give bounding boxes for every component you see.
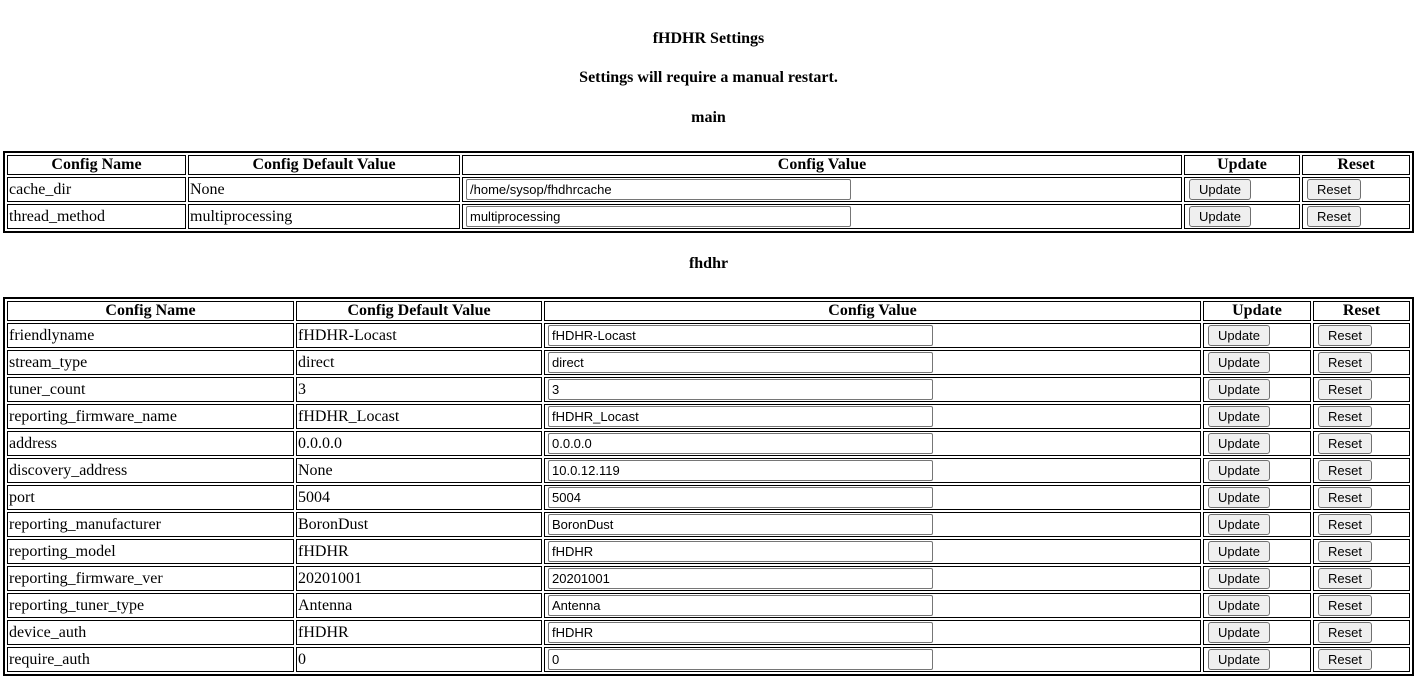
section-rows [7, 177, 1410, 229]
config-value-cell [544, 404, 1201, 429]
config-value-input[interactable] [548, 514, 933, 535]
reset-cell [1313, 404, 1410, 429]
reset-button[interactable]: Reset [1307, 179, 1361, 200]
config-default-cell: None [188, 177, 460, 202]
config-value-cell [544, 539, 1201, 564]
config-value-cell [544, 620, 1201, 645]
table-row [7, 458, 1410, 483]
update-button[interactable]: Update [1208, 433, 1270, 454]
settings-page [0, 30, 1417, 676]
table-row [7, 485, 1410, 510]
column-header-config-value: Config Value [544, 301, 1201, 321]
restart-notice: Settings will require a manual restart. [579, 69, 838, 86]
update-button[interactable]: Update [1208, 649, 1270, 670]
config-value-input[interactable] [466, 179, 851, 200]
config-value-cell [544, 350, 1201, 375]
config-default-cell: 3 [296, 377, 542, 402]
column-header-config-name: Config Name [7, 155, 186, 175]
reset-cell [1313, 566, 1410, 591]
config-default-cell: fHDHR-Locast [296, 323, 542, 348]
table-row [7, 593, 1410, 618]
config-name-cell: stream_type [7, 350, 294, 375]
settings-section [3, 255, 1414, 676]
config-value-cell [544, 566, 1201, 591]
config-value-cell [544, 485, 1201, 510]
header-row [7, 301, 1410, 321]
config-name-cell: discovery_address [7, 458, 294, 483]
update-button[interactable]: Update [1208, 352, 1270, 373]
update-button[interactable]: Update [1189, 179, 1251, 200]
config-name-cell: reporting_model [7, 539, 294, 564]
reset-button[interactable]: Reset [1318, 352, 1372, 373]
config-value-input[interactable] [548, 541, 933, 562]
update-cell [1203, 431, 1311, 456]
config-value-input[interactable] [548, 379, 933, 400]
table-row [7, 566, 1410, 591]
update-cell [1203, 458, 1311, 483]
config-value-input[interactable] [548, 433, 933, 454]
config-name-cell: require_auth [7, 647, 294, 672]
update-cell [1203, 566, 1311, 591]
config-default-cell: BoronDust [296, 512, 542, 537]
reset-button[interactable]: Reset [1318, 433, 1372, 454]
config-value-cell [462, 177, 1182, 202]
config-name-cell: thread_method [7, 204, 186, 229]
update-button[interactable]: Update [1208, 541, 1270, 562]
table-row [7, 377, 1410, 402]
update-button[interactable]: Update [1208, 622, 1270, 643]
reset-cell [1313, 647, 1410, 672]
reset-button[interactable]: Reset [1318, 325, 1372, 346]
section-rows [7, 323, 1410, 672]
table-row [7, 204, 1410, 229]
config-value-cell [544, 458, 1201, 483]
column-header-default-value: Config Default Value [188, 155, 460, 175]
update-cell [1203, 539, 1311, 564]
reset-button[interactable]: Reset [1318, 514, 1372, 535]
config-value-input[interactable] [548, 595, 933, 616]
table-row [7, 323, 1410, 348]
reset-button[interactable]: Reset [1318, 460, 1372, 481]
config-value-cell [544, 323, 1201, 348]
config-value-cell [544, 512, 1201, 537]
update-button[interactable]: Update [1208, 514, 1270, 535]
update-cell [1203, 485, 1311, 510]
reset-button[interactable]: Reset [1318, 568, 1372, 589]
reset-button[interactable]: Reset [1318, 595, 1372, 616]
update-cell [1203, 404, 1311, 429]
config-default-cell: 0.0.0.0 [296, 431, 542, 456]
reset-button[interactable]: Reset [1318, 379, 1372, 400]
config-value-input[interactable] [548, 622, 933, 643]
reset-button[interactable]: Reset [1318, 406, 1372, 427]
table-row [7, 620, 1410, 645]
config-value-input[interactable] [548, 325, 933, 346]
column-header-update: Update [1203, 301, 1311, 321]
update-button[interactable]: Update [1208, 460, 1270, 481]
config-value-input[interactable] [548, 460, 933, 481]
config-name-cell: friendlyname [7, 323, 294, 348]
column-header-config-value: Config Value [462, 155, 1182, 175]
reset-cell [1302, 204, 1410, 229]
config-value-cell [544, 377, 1201, 402]
update-button[interactable]: Update [1189, 206, 1251, 227]
config-default-cell: direct [296, 350, 542, 375]
update-cell [1203, 377, 1311, 402]
config-name-cell: device_auth [7, 620, 294, 645]
config-name-cell: reporting_firmware_ver [7, 566, 294, 591]
settings-section [3, 109, 1414, 233]
config-name-cell: reporting_firmware_name [7, 404, 294, 429]
table-row [7, 404, 1410, 429]
config-default-cell: 0 [296, 647, 542, 672]
config-value-input[interactable] [548, 649, 933, 670]
update-cell [1203, 323, 1311, 348]
reset-cell [1313, 539, 1410, 564]
reset-cell [1313, 458, 1410, 483]
reset-cell [1313, 620, 1410, 645]
config-default-cell: fHDHR [296, 620, 542, 645]
column-header-default-value: Config Default Value [296, 301, 542, 321]
reset-button[interactable]: Reset [1318, 487, 1372, 508]
config-default-cell: fHDHR [296, 539, 542, 564]
section-title: fhdhr [688, 255, 729, 272]
update-cell [1203, 350, 1311, 375]
config-default-cell: None [296, 458, 542, 483]
column-header-config-name: Config Name [7, 301, 294, 321]
reset-cell [1313, 512, 1410, 537]
column-header-reset: Reset [1302, 155, 1410, 175]
table-row [7, 431, 1410, 456]
update-button[interactable]: Update [1208, 568, 1270, 589]
config-name-cell: address [7, 431, 294, 456]
header-row [7, 155, 1410, 175]
config-name-cell: tuner_count [7, 377, 294, 402]
update-button[interactable]: Update [1208, 406, 1270, 427]
table-row [7, 647, 1410, 672]
update-button[interactable]: Update [1208, 379, 1270, 400]
config-value-cell [544, 593, 1201, 618]
page-title: fHDHR Settings [652, 30, 765, 47]
config-name-cell: port [7, 485, 294, 510]
config-value-cell [544, 431, 1201, 456]
config-value-cell [462, 204, 1182, 229]
config-value-cell [544, 647, 1201, 672]
column-header-update: Update [1184, 155, 1300, 175]
config-name-cell: cache_dir [7, 177, 186, 202]
config-default-cell: fHDHR_Locast [296, 404, 542, 429]
update-cell [1203, 593, 1311, 618]
update-cell [1203, 512, 1311, 537]
table-row [7, 350, 1410, 375]
settings-table [3, 151, 1414, 233]
settings-table [3, 297, 1414, 676]
config-value-input[interactable] [548, 406, 933, 427]
update-cell [1184, 177, 1300, 202]
reset-button[interactable]: Reset [1318, 622, 1372, 643]
update-cell [1203, 620, 1311, 645]
reset-cell [1313, 377, 1410, 402]
config-value-input[interactable] [548, 352, 933, 373]
table-row [7, 539, 1410, 564]
reset-button[interactable]: Reset [1318, 649, 1372, 670]
reset-cell [1313, 323, 1410, 348]
reset-cell [1313, 485, 1410, 510]
config-value-input[interactable] [466, 206, 851, 227]
update-button[interactable]: Update [1208, 487, 1270, 508]
config-name-cell: reporting_manufacturer [7, 512, 294, 537]
config-value-input[interactable] [548, 568, 933, 589]
update-button[interactable]: Update [1208, 595, 1270, 616]
config-default-cell: Antenna [296, 593, 542, 618]
config-default-cell: 20201001 [296, 566, 542, 591]
update-cell [1203, 647, 1311, 672]
config-name-cell: reporting_tuner_type [7, 593, 294, 618]
config-default-cell: 5004 [296, 485, 542, 510]
section-title: main [691, 109, 726, 126]
settings-sections [3, 109, 1414, 676]
update-button[interactable]: Update [1208, 325, 1270, 346]
reset-cell [1313, 350, 1410, 375]
column-header-reset: Reset [1313, 301, 1410, 321]
reset-cell [1302, 177, 1410, 202]
table-row [7, 512, 1410, 537]
reset-cell [1313, 431, 1410, 456]
config-default-cell: multiprocessing [188, 204, 460, 229]
table-row [7, 177, 1410, 202]
reset-button[interactable]: Reset [1318, 541, 1372, 562]
config-value-input[interactable] [548, 487, 933, 508]
reset-cell [1313, 593, 1410, 618]
reset-button[interactable]: Reset [1307, 206, 1361, 227]
update-cell [1184, 204, 1300, 229]
